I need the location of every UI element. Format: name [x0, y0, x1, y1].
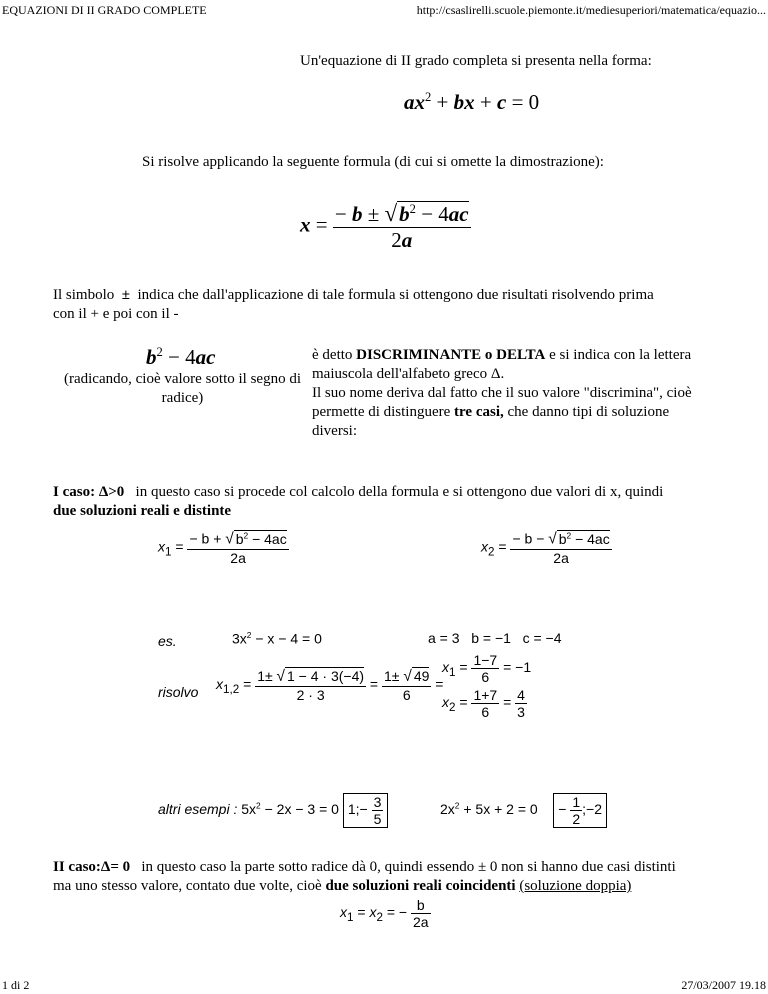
plus-minus-explanation: Il simbolo ± indica che dall'applicazione di tale formula si ottengono due risultati risolvendo prima con il + e poi con il - [53, 287, 654, 322]
general-form-formula: $ax^2$ + bx + c = 0 [404, 90, 540, 114]
example-roots: $x_1$ = $\frac{1-7}{6}$ = −1 $x_2$ = $\frac{1+7}{6}$ = $\frac{4}{3}$ [442, 652, 532, 720]
intro-text: Un'equazione di II grado completa si presenta nella forma: [300, 53, 652, 69]
discriminant-left: $b^2 - 4ac$ (radicando, cioè valore sotto il segno di radice) [60, 345, 305, 408]
discriminant-description: è detto DISCRIMINANTE o DELTA e si indica con la lettera maiuscola dell'alfabeto greco Δ. Il suo nome deriva dal fatto che il suo valore "discrimina", cioè permette di distinguere tre casi, che danno tipi di soluzione diversi: [312, 347, 692, 439]
x1-formula: $x_1$ = $\frac{- b + √ b^2 - 4ac}{2a}$ [158, 530, 287, 566]
print-date: 27/03/2007 19.18 [681, 978, 766, 992]
double-root-formula: $x_1 = x_2$ = − $\frac{b}{2a}$ [340, 897, 429, 930]
example-equation: $3x^2 - x - 4 = 0$ [232, 630, 322, 647]
formula-intro-text: Si risolve applicando la seguente formula (di cui si omette la dimostrazione): [142, 154, 604, 170]
example-coefficients: a = 3 b = −1 c = −4 [428, 630, 562, 646]
solve-label: risolvo [158, 684, 199, 700]
page-number: 1 di 2 [2, 978, 30, 992]
other-examples-1: altri esempi : $5x^2 - 2x - 3 = 0$ 1;− $\frac{3}{5}$ [158, 793, 388, 828]
case1-text: I caso: Δ>0 in questo caso si procede col calcolo della formula e si ottengono due valori di x, quindi due soluzioni reali e distinte [53, 484, 664, 519]
x2-formula: $x_2$ = $\frac{- b - √ b^2 - 4ac}{2a}$ [481, 530, 610, 566]
case2-text: II caso:Δ= 0 in questo caso la parte sotto radice dà 0, quindi essendo ± 0 non si hanno due casi distinti ma uno stesso valore, contato due volte, cioè due soluzioni reali coincidenti (soluzione doppia) [53, 859, 676, 894]
page-header-title: EQUAZIONI DI II GRADO COMPLETE [2, 3, 207, 17]
example-solution: $x_{1,2}$ = $\frac{1\pm √ 1 - 4 \cdot 3(-4)}{2 \cdot 3}$ = $\frac{1\pm √ 49}{6}$ = [216, 668, 444, 703]
page-header-url: http://csaslirelli.scuole.piemonte.it/mediesuperiori/matematica/equazio... [416, 3, 766, 17]
example-label: es. [158, 633, 177, 649]
discriminant-caption: (radicando, cioè valore sotto il segno di radice) [63, 371, 301, 406]
quadratic-formula: x = $\frac{- b \pm √b^2 - 4ac}{2a}$ [300, 200, 469, 252]
other-examples-2: $2x^2 + 5x + 2 = 0$ − $\frac{1}{2}$ ;−2 [440, 793, 607, 828]
